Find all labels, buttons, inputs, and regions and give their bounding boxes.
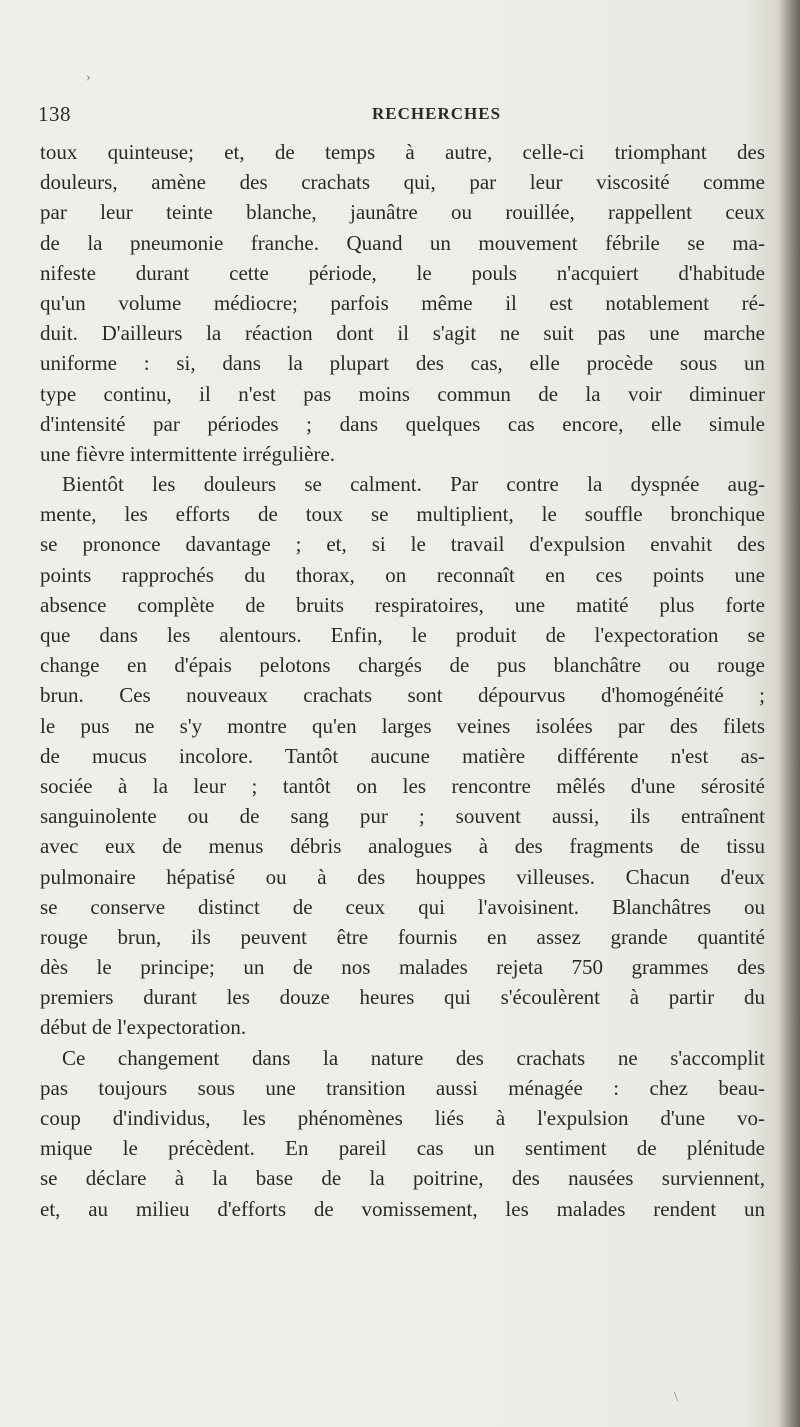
- text-line: dès le principe; un de nos malades rejeta 750 grammes des: [40, 955, 765, 980]
- text-line: premiers durant les douze heures qui s'écoulèrent à partir du: [40, 985, 765, 1010]
- text-line: pulmonaire hépatisé ou à des houppes villeuses. Chacun d'eux: [40, 864, 765, 889]
- text-line: nifeste durant cette période, le pouls n'acquiert d'habitude: [40, 260, 765, 285]
- text-line: avec eux de menus débris analogues à des fragments de tissu: [40, 834, 765, 859]
- text-line: brun. Ces nouveaux crachats sont dépourvus d'homogénéité ;: [40, 683, 765, 708]
- text-line: absence complète de bruits respiratoires, une matité plus forte: [40, 592, 765, 617]
- text-line: pas toujours sous une transition aussi ménagée : chez beau-: [40, 1075, 765, 1100]
- running-head: RECHERCHES: [372, 104, 502, 123]
- text-line: mique le précèdent. En pareil cas un sentiment de plénitude: [40, 1136, 765, 1161]
- body-text: [40, 137, 765, 1224]
- text-line: sanguinolente ou de sang pur ; souvent aussi, ils entraînent: [40, 804, 765, 829]
- text-line: mente, les efforts de toux se multiplient, le souffle bronchique: [40, 502, 765, 527]
- text-line: le pus ne s'y montre qu'en larges veines isolées par des filets: [40, 713, 765, 738]
- text-line: se déclare à la base de la poitrine, des nausées surviennent,: [40, 1166, 765, 1191]
- text-line: rouge brun, ils peuvent être fournis en assez grande quantité: [40, 924, 765, 949]
- text-line: de mucus incolore. Tantôt aucune matière différente n'est as-: [40, 743, 765, 768]
- text-line: de la pneumonie franche. Quand un mouvement fébrile se ma-: [40, 230, 765, 255]
- text-line: type continu, il n'est pas moins commun de la voir diminuer: [40, 381, 765, 406]
- text-line: duit. D'ailleurs la réaction dont il s'agit ne suit pas une marche: [40, 321, 765, 346]
- page-edge-shadow: [778, 0, 800, 1427]
- page-header: [38, 102, 758, 128]
- text-line: début de l'expectoration.: [40, 1015, 247, 1040]
- text-line: se conserve distinct de ceux qui l'avoisinent. Blanchâtres ou: [40, 894, 765, 919]
- page-number: 138: [38, 102, 71, 126]
- print-speck: \: [674, 1390, 678, 1405]
- text-line: qu'un volume médiocre; parfois même il est notablement ré-: [40, 290, 765, 315]
- text-line: sociée à la leur ; tantôt on les rencontre mêlés d'une sérosité: [40, 773, 765, 798]
- text-line: points rapprochés du thorax, on reconnaît en ces points une: [40, 562, 765, 587]
- text-line: par leur teinte blanche, jaunâtre ou rouillée, rappellent ceux: [40, 200, 765, 225]
- text-line: uniforme : si, dans la plupart des cas, elle procède sous un: [40, 351, 765, 376]
- text-line: toux quinteuse; et, de temps à autre, celle-ci triomphant des: [40, 140, 765, 164]
- text-line: et, au milieu d'efforts de vomissement, les malades rendent un: [40, 1196, 765, 1221]
- print-speck: ›: [86, 70, 91, 85]
- text-line: d'intensité par périodes ; dans quelques cas encore, elle simule: [40, 411, 765, 436]
- text-line: que dans les alentours. Enfin, le produit de l'expectoration se: [40, 623, 765, 647]
- text-line: change en d'épais pelotons chargés de pus blanchâtre ou rouge: [40, 653, 765, 678]
- text-line: coup d'individus, les phénomènes liés à l'expulsion d'une vo-: [40, 1106, 765, 1130]
- text-line: une fièvre intermittente irrégulière.: [40, 441, 336, 466]
- text-line: se prononce davantage ; et, si le travail d'expulsion envahit des: [40, 532, 765, 557]
- text-line: Bientôt les douleurs se calment. Par contre la dyspnée aug-: [62, 472, 765, 497]
- text-line: douleurs, amène des crachats qui, par leur viscosité comme: [40, 170, 765, 195]
- text-line: Ce changement dans la nature des crachats ne s'accomplit: [62, 1045, 765, 1070]
